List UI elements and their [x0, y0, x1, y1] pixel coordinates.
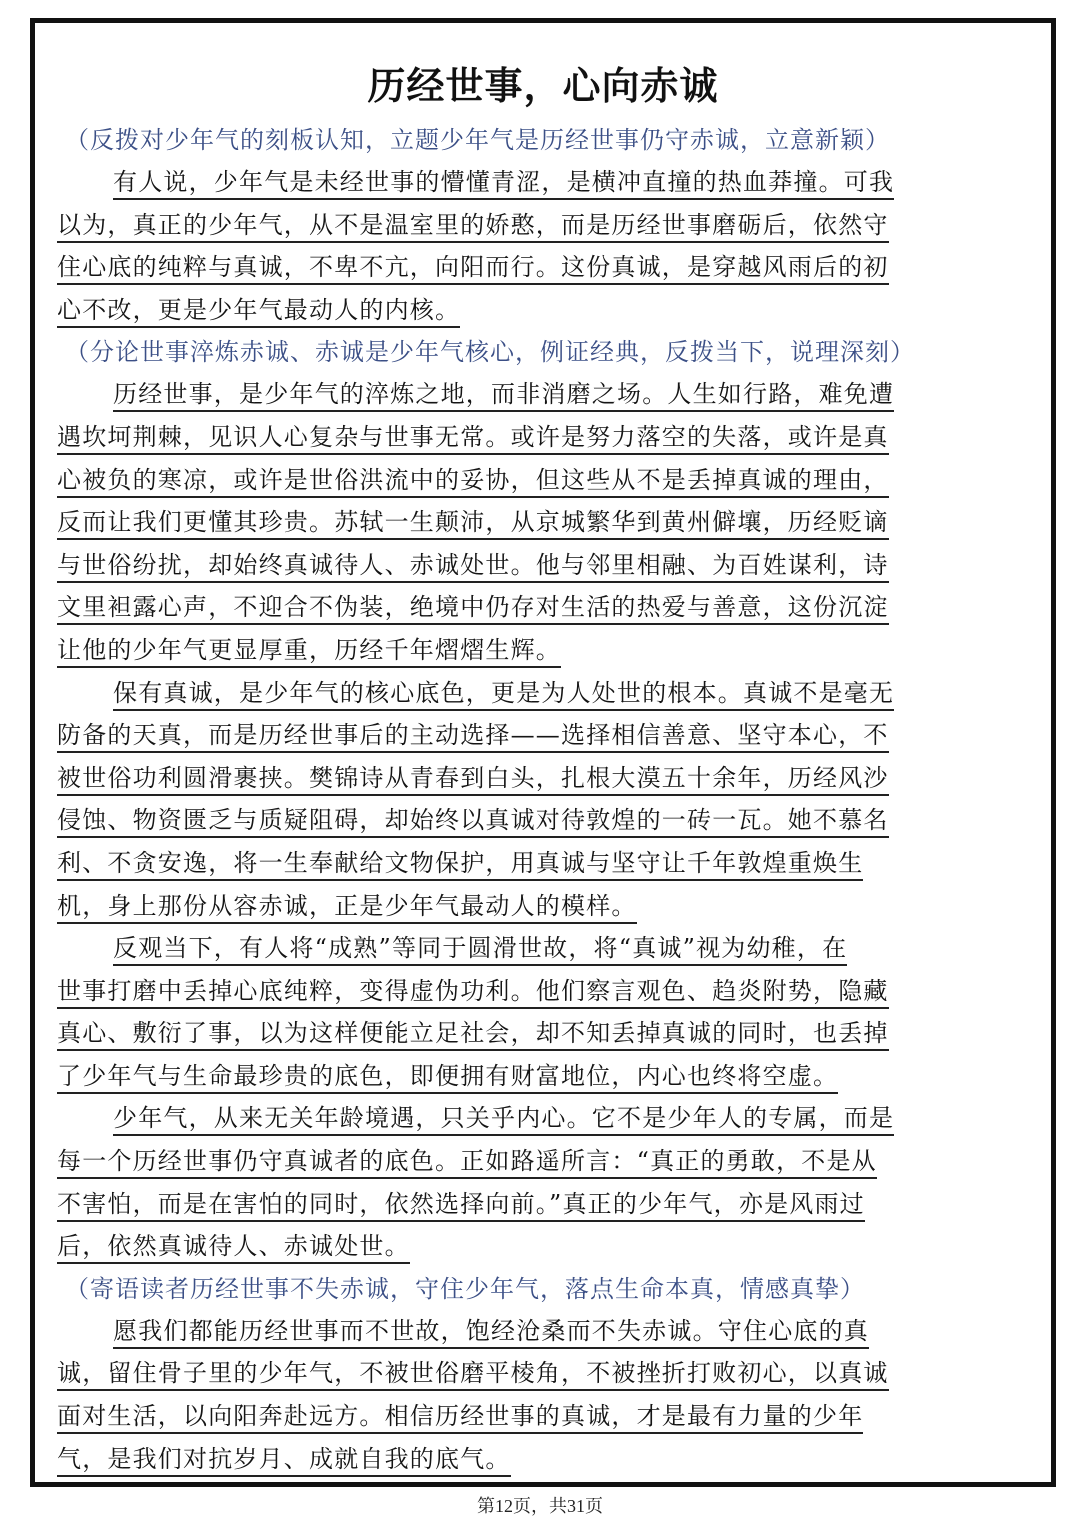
text-line: 历经世事，是少年气的淬炼之地，而非消磨之场。人生如行路，难免遭: [113, 380, 894, 412]
text-line: 不害怕，而是在害怕的同时，依然选择向前。”真正的少年气，亦是风雨过: [57, 1190, 865, 1222]
page-title: 历经世事，心向赤诚: [367, 64, 719, 108]
text-line: 反观当下，有人将“成熟”等同于圆滑世故，将“真诚”视为幼稚，在: [113, 934, 847, 966]
margin-comment: （寄语读者历经世事不失赤诚，守住少年气，落点生命本真，情感真挚）: [65, 1274, 865, 1303]
margin-comment: （反拨对少年气的刻板认知，立题少年气是历经世事仍守赤诚，立意新颖）: [65, 126, 890, 154]
text-line: 让他的少年气更显厚重，历经千年熠熠生辉。: [57, 636, 561, 668]
text-line: 心不改，更是少年气最动人的内核。: [57, 296, 460, 328]
text-line: 愿我们都能历经世事而不世故，饱经沧桑而不失赤诚。守住心底的真: [113, 1317, 869, 1349]
text-line: 遇坎坷荆棘，见识人心复杂与世事无常。或许是努力落空的失落，或许是真: [57, 423, 889, 455]
text-line: 侵蚀、物资匮乏与质疑阻碍，却始终以真诚对待敦煌的一砖一瓦。她不慕名: [57, 806, 889, 838]
text-line: 反而让我们更懂其珍贵。苏轼一生颠沛，从京城繁华到黄州僻壤，历经贬谪: [57, 508, 889, 540]
text-line: 被世俗功利圆滑裹挟。樊锦诗从青春到白头，扎根大漠五十余年，历经风沙: [57, 764, 889, 796]
page-frame: [30, 18, 1056, 1487]
text-line: 后，依然真诚待人、赤诚处世。: [57, 1232, 410, 1264]
text-line: 诚，留住骨子里的少年气，不被世俗磨平棱角，不被挫折打败初心，以真诚: [57, 1359, 889, 1391]
text-line: 住心底的纯粹与真诚，不卑不亢，向阳而行。这份真诚，是穿越风雨后的初: [57, 253, 889, 285]
text-line: 防备的天真，而是历经世事后的主动选择——选择相信善意、坚守本心，不: [57, 721, 889, 753]
essay-body: [57, 119, 1025, 1480]
text-line: 世事打磨中丢掉心底纯粹，变得虚伪功利。他们察言观色、趋炎附势，隐藏: [57, 977, 889, 1009]
text-line: 了少年气与生命最珍贵的底色，即便拥有财富地位，内心也终将空虚。: [57, 1062, 838, 1094]
text-line: 利、不贪安逸，将一生奉献给文物保护，用真诚与坚守让千年敦煌重焕生: [57, 849, 863, 881]
text-line: 文里袒露心声，不迎合不伪装，绝境中仍存对生活的热爱与善意，这份沉淀: [57, 593, 889, 625]
text-line: 保有真诚，是少年气的核心底色，更是为人处世的根本。真诚不是毫无: [113, 679, 894, 711]
paragraph-lu-yao: [57, 1097, 1025, 1267]
page-number: 第12页，共31页: [477, 1496, 603, 1516]
paragraph-fan-jinshi: [57, 672, 1025, 928]
paragraph-su-shi: [57, 373, 1025, 671]
text-line: 面对生活，以向阳奔赴远方。相信历经世事的真诚，才是最有力量的少年: [57, 1402, 863, 1434]
margin-comment: （分论世事淬炼赤诚、赤诚是少年气核心，例证经典，反拨当下，说理深刻）: [65, 338, 915, 367]
text-line: 机，身上那份从容赤诚，正是少年气最动人的模样。: [57, 892, 637, 924]
text-line: 每一个历经世事仍守真诚者的底色。正如路遥所言：“真正的勇敢，不是从: [57, 1147, 877, 1179]
text-line: 心被负的寒凉，或许是世俗洪流中的妥协，但这些从不是丢掉真诚的理由，: [57, 466, 889, 498]
text-line: 气，是我们对抗岁月、成就自我的底气。: [57, 1445, 511, 1477]
text-line: 有人说，少年气是未经世事的懵懂青涩，是横冲直撞的热血莽撞。可我: [113, 168, 894, 200]
text-line: 真心、敷衍了事，以为这样便能立足社会，却不知丢掉真诚的同时，也丢掉: [57, 1019, 889, 1051]
text-line: 以为，真正的少年气，从不是温室里的娇憨，而是历经世事磨砺后，依然守: [57, 211, 889, 243]
text-line: 少年气，从来无关年龄境遇，只关乎内心。它不是少年人的专属，而是: [113, 1104, 894, 1136]
text-line: 与世俗纷扰，却始终真诚待人、赤诚处世。他与邻里相融、为百姓谋利，诗: [57, 551, 889, 583]
paragraph-intro: [57, 161, 1025, 331]
paragraph-conclusion: [57, 1310, 1025, 1480]
paragraph-counterpoint: [57, 927, 1025, 1097]
